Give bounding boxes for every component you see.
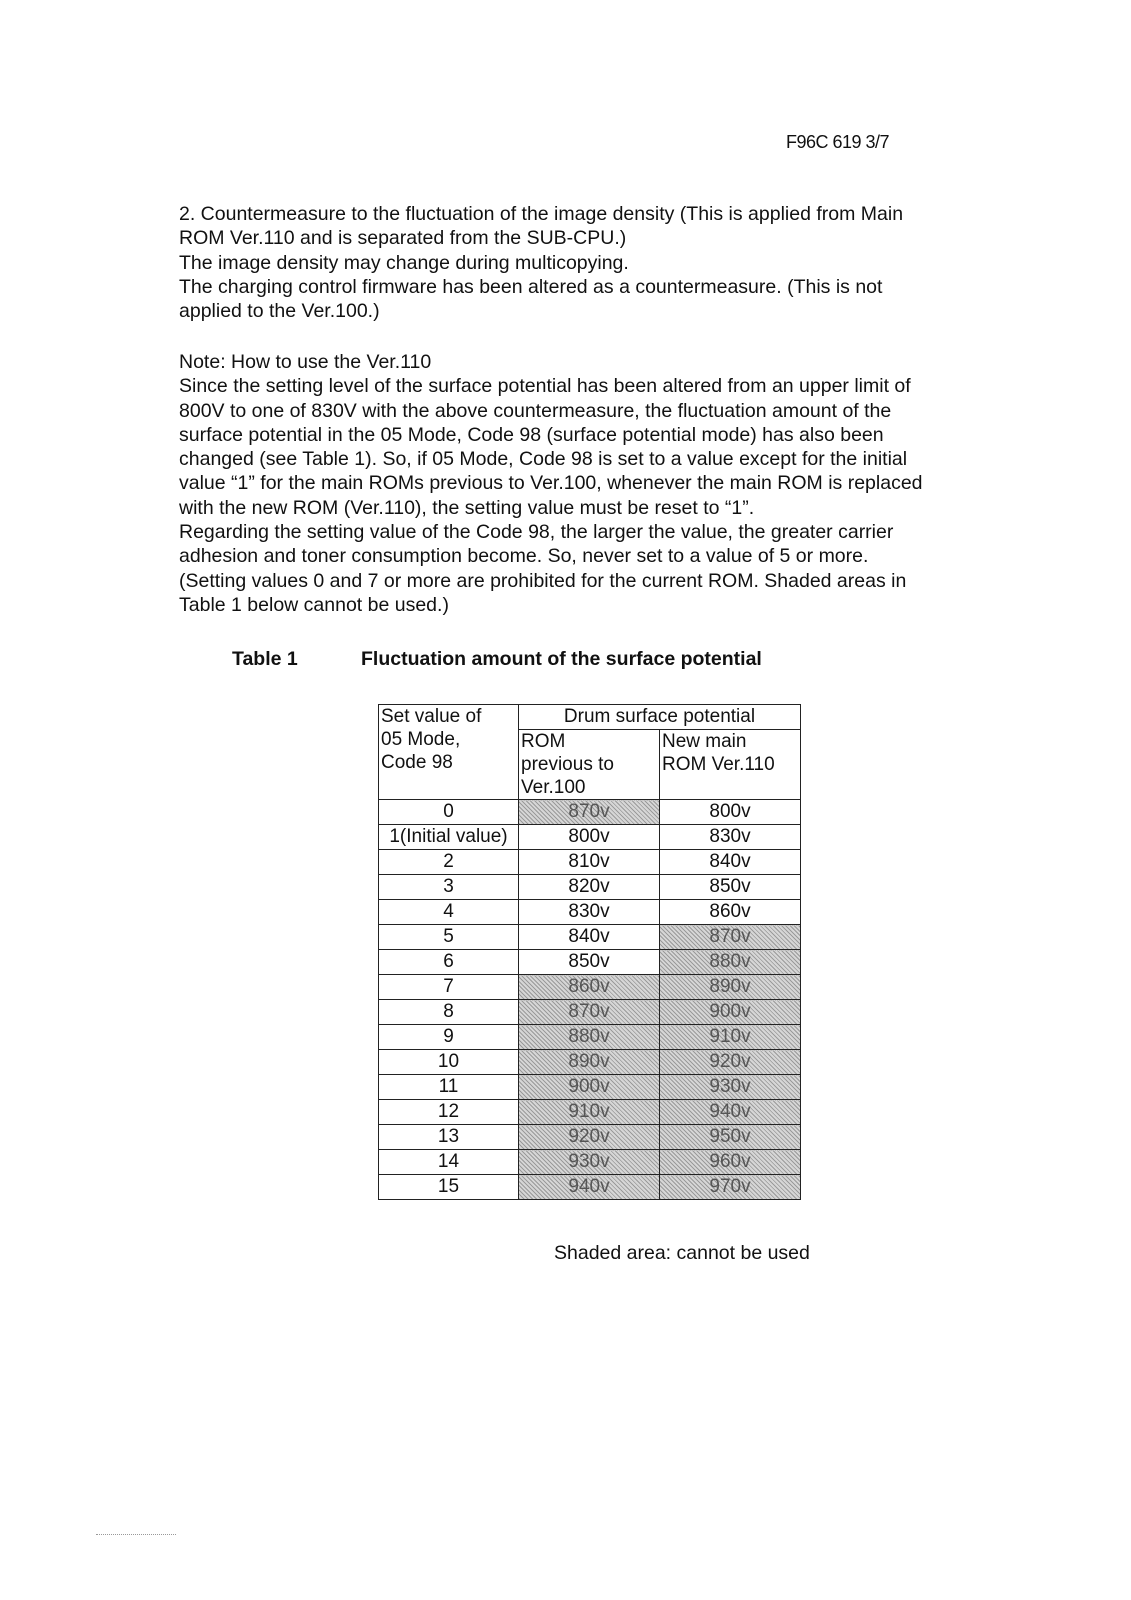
note-line: Table 1 below cannot be used.) <box>179 593 449 616</box>
set-value-cell: 15 <box>379 1175 519 1200</box>
header-old-rom-line: previous to <box>521 754 614 775</box>
new-rom-potential-cell: 940v <box>660 1100 801 1125</box>
table-row <box>379 1050 801 1075</box>
old-rom-potential-cell: 870v <box>519 800 660 825</box>
new-rom-potential-cell: 840v <box>660 850 801 875</box>
table-body <box>379 705 801 1200</box>
header-set-value-line: Code 98 <box>381 752 453 773</box>
note-line: surface potential in the 05 Mode, Code 98 (surface potential mode) has also been <box>179 423 884 446</box>
new-rom-potential-cell: 800v <box>660 800 801 825</box>
new-rom-potential-cell: 860v <box>660 900 801 925</box>
new-rom-potential-cell: 900v <box>660 1000 801 1025</box>
table-row <box>379 1100 801 1125</box>
header-new-rom-line: New main <box>662 731 747 752</box>
note-line: Since the setting level of the surface potential has been altered from an upper limit of <box>179 375 911 398</box>
set-value-cell: 13 <box>379 1125 519 1150</box>
section-2-line: The image density may change during multicopying. <box>179 251 629 274</box>
table-row <box>379 1025 801 1050</box>
old-rom-potential-cell: 870v <box>519 1000 660 1025</box>
set-value-cell: 12 <box>379 1100 519 1125</box>
note-line: Regarding the setting value of the Code 98, the larger the value, the greater carrier <box>179 521 894 544</box>
old-rom-potential-cell: 800v <box>519 825 660 850</box>
note-line: with the new ROM (Ver.110), the setting value must be reset to “1”. <box>179 496 755 519</box>
set-value-cell: 3 <box>379 875 519 900</box>
old-rom-potential-cell: 940v <box>519 1175 660 1200</box>
header-set-value-line: Set value of <box>381 706 482 727</box>
old-rom-potential-cell: 890v <box>519 1050 660 1075</box>
new-rom-potential-cell: 910v <box>660 1025 801 1050</box>
note-text <box>179 350 1009 617</box>
new-rom-potential-cell: 950v <box>660 1125 801 1150</box>
note-line: adhesion and toner consumption become. So, never set to a value of 5 or more. <box>179 545 869 568</box>
section-2-line: 2. Countermeasure to the fluctuation of the image density (This is applied from Main <box>179 203 904 225</box>
old-rom-potential-cell: 930v <box>519 1150 660 1175</box>
old-rom-potential-cell: 830v <box>519 900 660 925</box>
table-caption: Shaded area: cannot be used <box>554 1242 810 1264</box>
section-2-line: The charging control firmware has been altered as a countermeasure. (This is not <box>179 275 883 298</box>
set-value-cell: 5 <box>379 925 519 950</box>
section-2-line: ROM Ver.110 and is separated from the SUB-CPU.) <box>179 227 627 250</box>
table-row <box>379 1075 801 1100</box>
old-rom-potential-cell: 920v <box>519 1125 660 1150</box>
table-row <box>379 1125 801 1150</box>
header-set-value-line: 05 Mode, <box>381 729 461 750</box>
set-value-cell: 9 <box>379 1025 519 1050</box>
table-row <box>379 1150 801 1175</box>
header-old-rom-line: Ver.100 <box>521 777 586 798</box>
document-id: F96C 619 3/7 <box>786 132 890 152</box>
scan-artifact-line <box>96 1534 176 1536</box>
table-row <box>379 1000 801 1025</box>
new-rom-potential-cell: 930v <box>660 1075 801 1100</box>
section-2-line: applied to the Ver.100.) <box>179 300 380 323</box>
table-row <box>379 900 801 925</box>
table-row <box>379 850 801 875</box>
set-value-cell: 8 <box>379 1000 519 1025</box>
set-value-cell: 6 <box>379 950 519 975</box>
table-row <box>379 825 801 850</box>
old-rom-potential-cell: 820v <box>519 875 660 900</box>
note-line: value “1” for the main ROMs previous to Ver.100, whenever the main ROM is replaced <box>179 472 923 495</box>
header-drum-surface-potential: Drum surface potential <box>519 705 801 730</box>
table-row <box>379 950 801 975</box>
section-2-text <box>179 202 1009 323</box>
new-rom-potential-cell: 960v <box>660 1150 801 1175</box>
note-line: Note: How to use the Ver.110 <box>179 351 432 373</box>
table-label: Table 1 <box>232 648 298 670</box>
table-title: Fluctuation amount of the surface potential <box>361 648 762 670</box>
header-new-rom-line: ROM Ver.110 <box>662 754 775 775</box>
header-old-rom-line: ROM <box>521 731 566 752</box>
header-set-value <box>379 705 519 800</box>
header-old-rom <box>519 730 660 800</box>
new-rom-potential-cell: 890v <box>660 975 801 1000</box>
note-line: changed (see Table 1). So, if 05 Mode, Code 98 is set to a value except for the initial <box>179 448 908 471</box>
new-rom-potential-cell: 920v <box>660 1050 801 1075</box>
old-rom-potential-cell: 900v <box>519 1075 660 1100</box>
surface-potential-table <box>378 704 801 1200</box>
table-row <box>379 925 801 950</box>
new-rom-potential-cell: 870v <box>660 925 801 950</box>
table-row <box>379 875 801 900</box>
header-new-rom <box>660 730 801 800</box>
table-row <box>379 800 801 825</box>
new-rom-potential-cell: 830v <box>660 825 801 850</box>
set-value-cell: 0 <box>379 800 519 825</box>
set-value-cell: 14 <box>379 1150 519 1175</box>
set-value-cell: 10 <box>379 1050 519 1075</box>
note-line: (Setting values 0 and 7 or more are prohibited for the current ROM. Shaded areas in <box>179 569 907 592</box>
old-rom-potential-cell: 840v <box>519 925 660 950</box>
set-value-cell: 7 <box>379 975 519 1000</box>
set-value-cell: 4 <box>379 900 519 925</box>
old-rom-potential-cell: 850v <box>519 950 660 975</box>
note-line: 800V to one of 830V with the above countermeasure, the fluctuation amount of the <box>179 399 892 422</box>
old-rom-potential-cell: 880v <box>519 1025 660 1050</box>
new-rom-potential-cell: 970v <box>660 1175 801 1200</box>
table-row <box>379 975 801 1000</box>
set-value-cell: 1(Initial value) <box>379 825 519 850</box>
set-value-cell: 11 <box>379 1075 519 1100</box>
old-rom-potential-cell: 910v <box>519 1100 660 1125</box>
old-rom-potential-cell: 810v <box>519 850 660 875</box>
new-rom-potential-cell: 880v <box>660 950 801 975</box>
table-row <box>379 1175 801 1200</box>
old-rom-potential-cell: 860v <box>519 975 660 1000</box>
set-value-cell: 2 <box>379 850 519 875</box>
new-rom-potential-cell: 850v <box>660 875 801 900</box>
table-header-row <box>379 705 801 730</box>
